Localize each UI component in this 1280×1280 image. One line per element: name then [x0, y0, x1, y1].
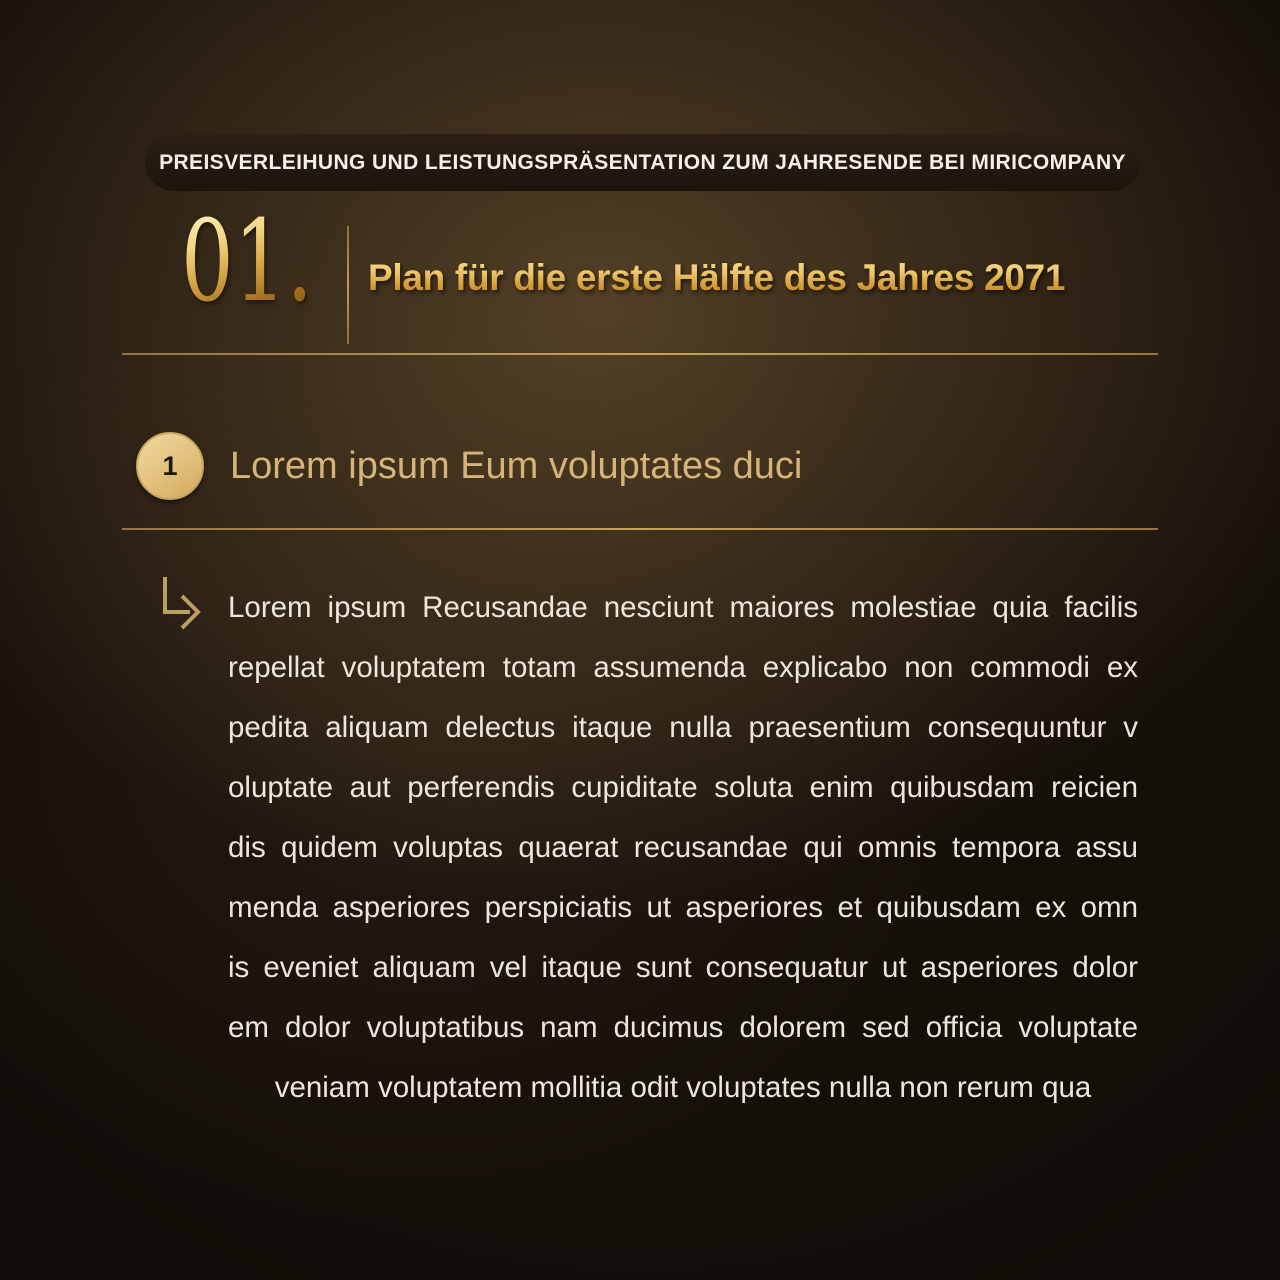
body-line: pedita aliquam delectus itaque nulla praesentium consequuntur v: [228, 711, 1138, 744]
header-banner-text: PREISVERLEIHUNG UND LEISTUNGSPRÄSENTATION ZUM JAHRESENDE BEI MIRICOMPANY: [159, 150, 1126, 174]
body-line: Lorem ipsum Recusandae nesciunt maiores molestiae quia facilis: [228, 591, 1138, 624]
divider-line-bottom: [122, 528, 1158, 530]
body-line: repellat voluptatem totam assumenda explicabo non commodi ex: [228, 651, 1138, 684]
header-banner: [145, 134, 1140, 191]
body-line: menda asperiores perspiciatis ut asperiores et quibusdam ex omn: [228, 891, 1138, 924]
body-line: is eveniet aliquam vel itaque sunt consequatur ut asperiores dolor: [228, 951, 1138, 984]
section-number: 01.: [181, 197, 313, 327]
vertical-divider: [347, 226, 349, 344]
item-number-badge: [136, 432, 204, 500]
body-paragraph: [228, 578, 1138, 1118]
body-line: em dolor voluptatibus nam ducimus dolorem sed officia voluptate: [228, 1011, 1138, 1044]
item-heading: Lorem ipsum Eum voluptates duci: [230, 445, 803, 487]
divider-line-top: [122, 353, 1158, 355]
body-line: dis quidem voluptas quaerat recusandae qui omnis tempora assu: [228, 831, 1138, 864]
body-line: oluptate aut perferendis cupiditate soluta enim quibusdam reicien: [228, 771, 1138, 804]
return-arrow-icon: [160, 575, 208, 633]
section-title: Plan für die erste Hälfte des Jahres 2071: [368, 250, 1143, 306]
item-number: 1: [162, 450, 178, 481]
body-line: veniam voluptatem mollitia odit voluptates nulla non rerum qua: [274, 1071, 1092, 1104]
